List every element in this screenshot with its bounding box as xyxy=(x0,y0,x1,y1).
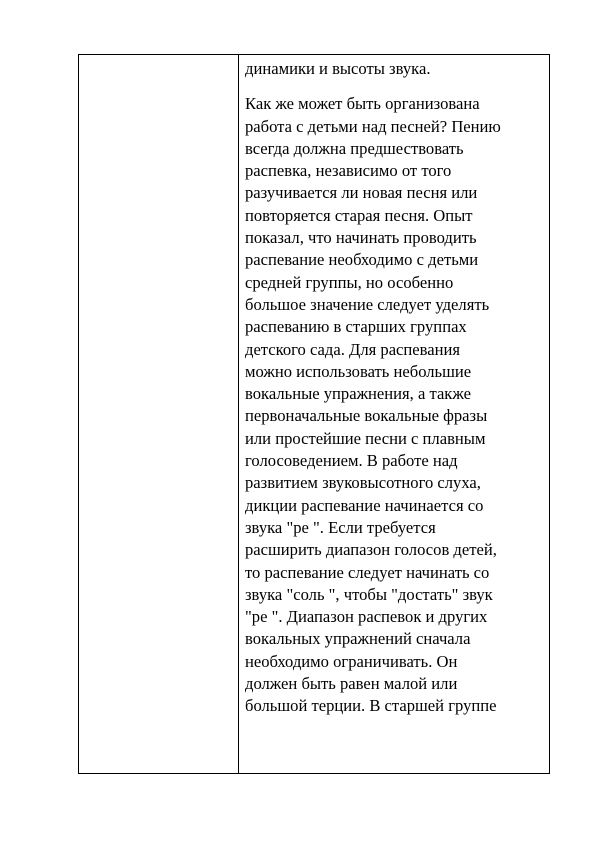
right-cell xyxy=(239,55,550,774)
right-cell-content xyxy=(239,55,549,718)
paragraph-continuation: динамики и высоты звука. xyxy=(245,59,431,78)
paragraph-main: Как же может быть организована работа с детьми над песней? Пению всегда должна предшествовать распевка, независимо от того разучивается ли новая песня или повторяется старая песня. Опыт показал, что начинать проводить распевание необходимо с детьми средней группы, но особенно большое значение следует уделять распеванию в старших группах детского сада. Для распевания можно использовать небольшие вокальные упражнения, а также первоначальные вокальные фразы или простейшие песни с плавным голосоведением. В работе над развитием звуковысотного слуха, дикции распевание начинается со звука "ре ". Если требуется расширить диапазон голосов детей, то распевание следует начинать со звука "соль ", чтобы "достать" звук "ре ". Диапазон распевок и других вокальных упражнений сначала необходимо ограничивать. Он должен быть равен малой или большой терции. В старшей группе xyxy=(245,94,501,716)
left-cell xyxy=(79,55,239,774)
content-table xyxy=(78,54,550,774)
table-row xyxy=(79,55,550,774)
left-cell-text xyxy=(79,55,238,58)
